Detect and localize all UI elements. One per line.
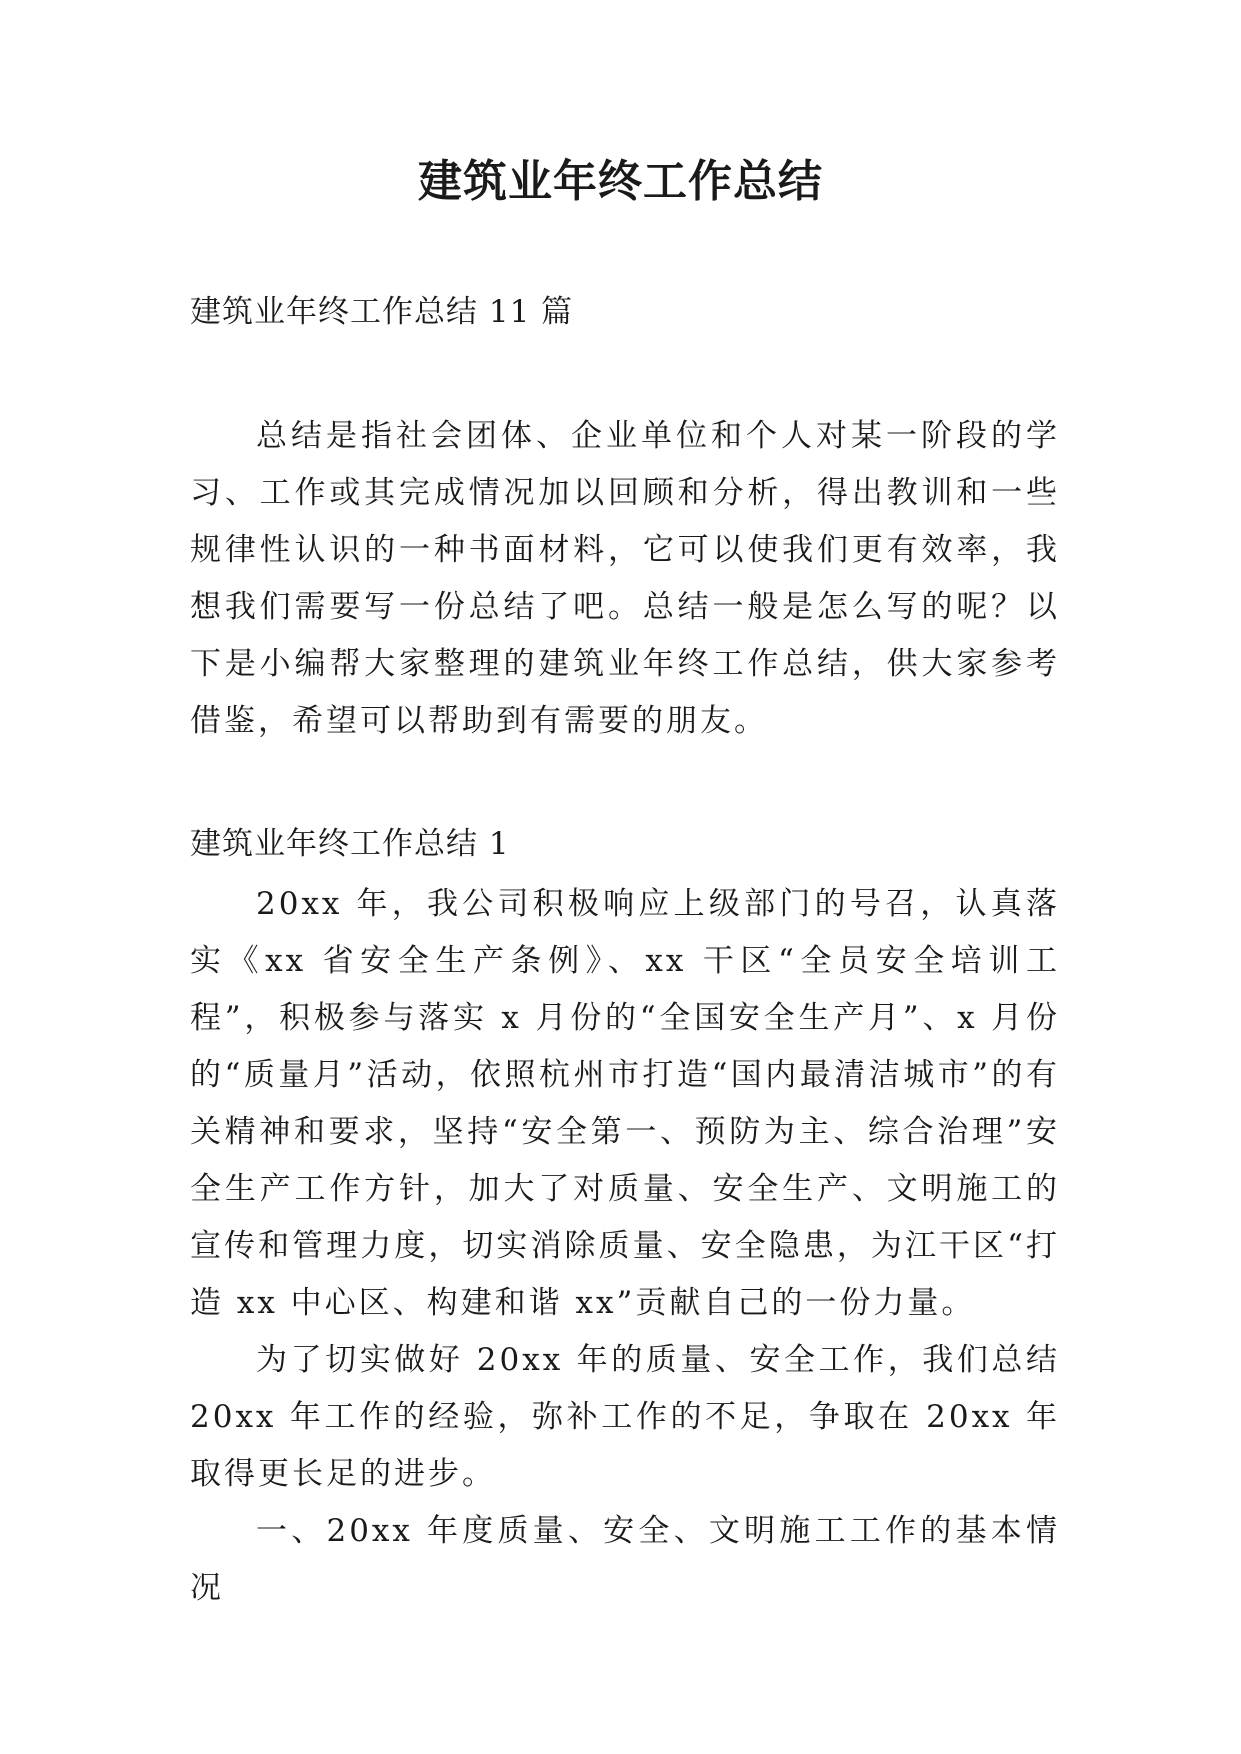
body-paragraph: 20xx 年，我公司积极响应上级部门的号召，认真落实《xx 省安全生产条例》、xx 干区“全员安全培训工程”，积极参与落实 x 月份的“全国安全生产月”、x 月份的“质量月”活动，依照杭州市打造“国内最清洁城市”的有关精神和要求，坚持“安全第一、预防为主、综合治理”安全生产工作方针，加大了对质量、安全生产、文明施工的宣传和管理力度，切实消除质量、安全隐患，为江干区“打造 xx 中心区、构建和谐 xx”贡献自己的一份力量。 (190, 886, 1060, 1321)
intro-paragraph: 总结是指社会团体、企业单位和个人对某一阶段的学习、工作或其完成情况加以回顾和分析，得出教训和一些规律性认识的一种书面材料，它可以使我们更有效率，我想我们需要写一份总结了吧。总结一般是怎么写的呢？以下是小编帮大家整理的建筑业年终工作总结，供大家参考借鉴，希望可以帮助到有需要的朋友。 (190, 418, 1060, 739)
body-paragraph: 为了切实做好 20xx 年的质量、安全工作，我们总结 20xx 年工作的经验，弥补工作的不足，争取在 20xx 年取得更长足的进步。 (190, 1342, 1060, 1492)
document-subtitle: 建筑业年终工作总结 11 篇 (190, 294, 574, 330)
document-title: 建筑业年终工作总结 (418, 156, 823, 207)
section-heading: 建筑业年终工作总结 1 (190, 826, 510, 862)
body-paragraph: 一、20xx 年度质量、安全、文明施工工作的基本情况 (190, 1513, 1060, 1606)
section-body (190, 876, 1060, 1617)
